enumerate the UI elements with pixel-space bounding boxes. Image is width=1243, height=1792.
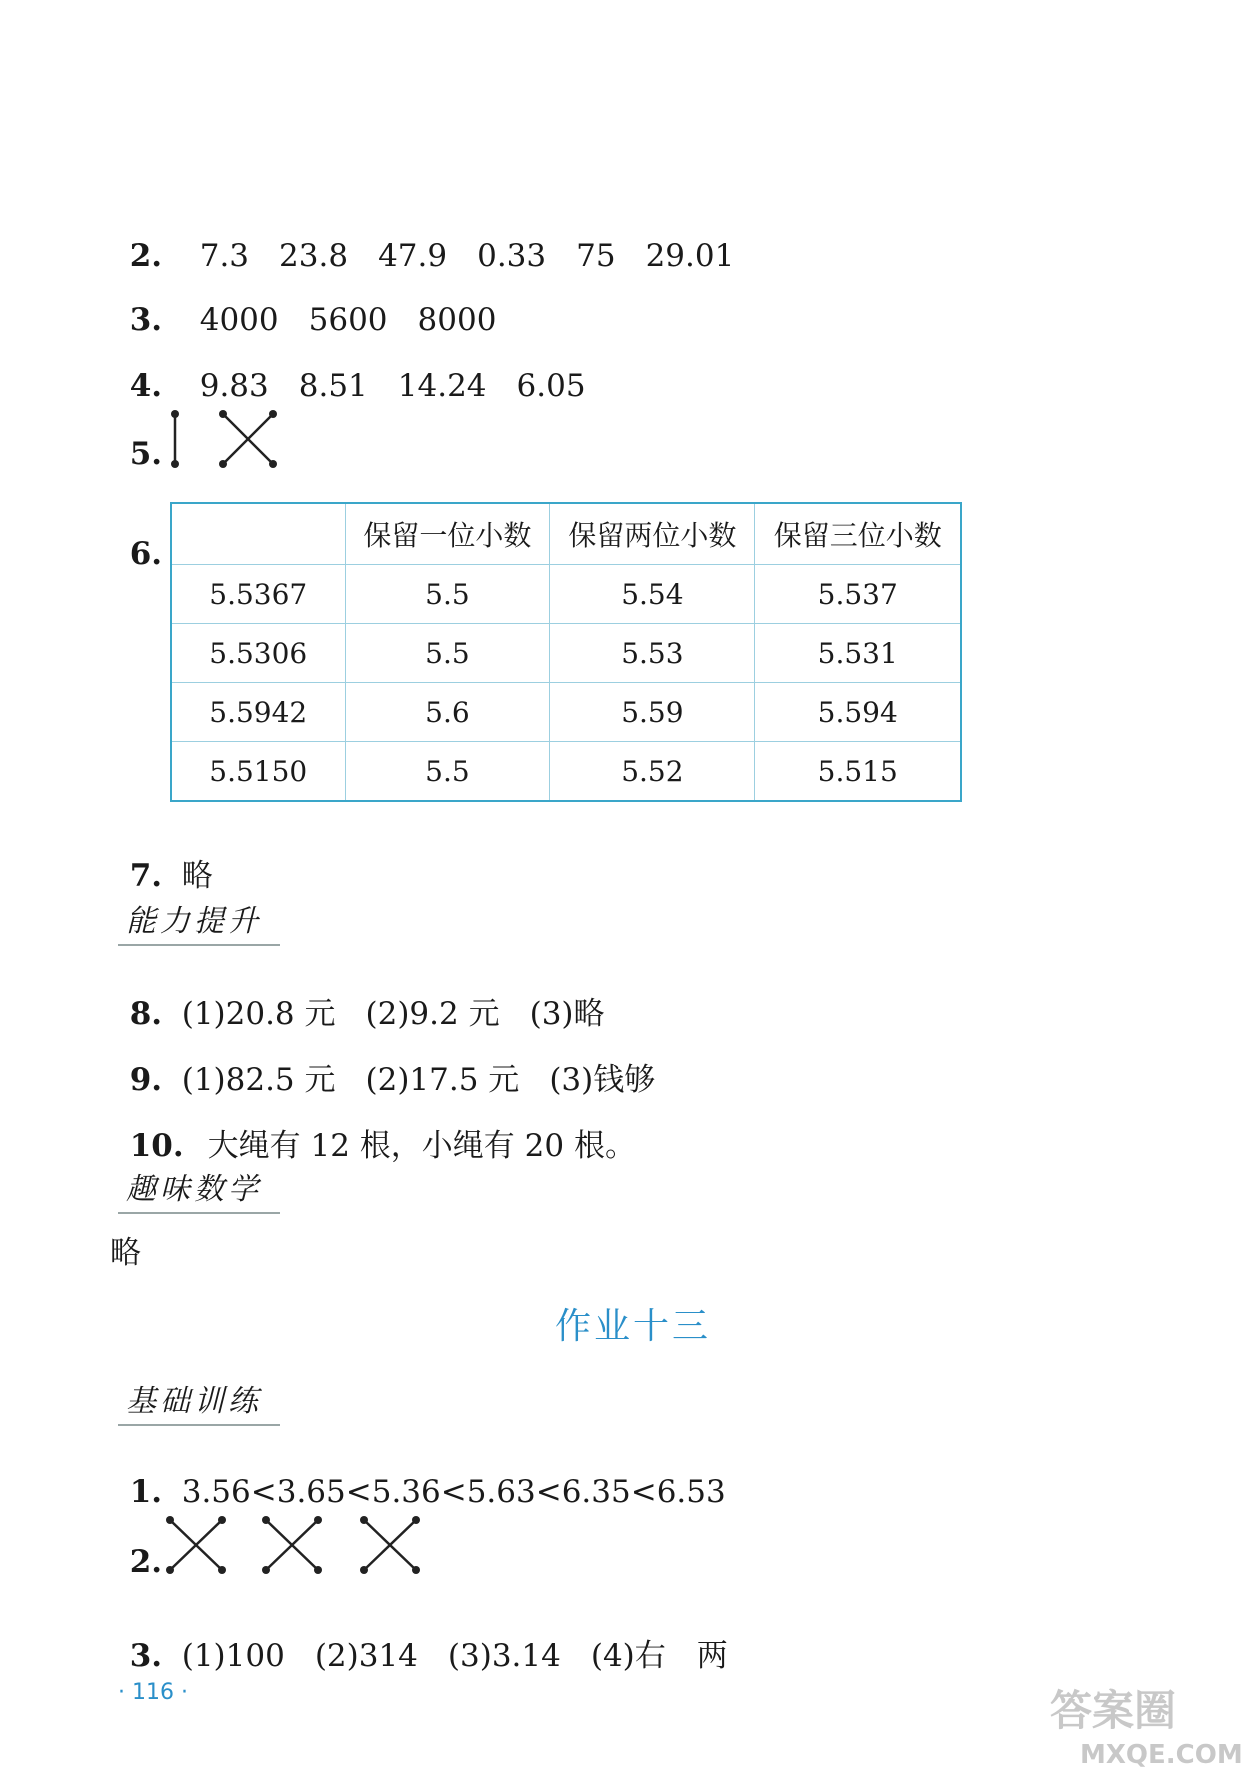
table-cell: 5.5 (345, 624, 550, 683)
answer-value: 23.8 (279, 238, 349, 274)
answer-part: (1)20.8 元 (181, 996, 336, 1032)
answer-part: (3)3.14 (447, 1638, 561, 1674)
answer-value: 47.9 (378, 238, 448, 274)
answer-value: 3.56<3.65<5.36<5.63<6.35<6.53 (181, 1474, 726, 1510)
answer-number: 8. (129, 996, 163, 1032)
table-cell: 5.54 (550, 565, 755, 624)
answer-part: (3)略 (529, 996, 605, 1032)
table-cell: 5.5367 (171, 565, 345, 624)
answer-3 (110, 274, 496, 336)
page-number: · 116 · (118, 1680, 188, 1705)
answer-number: 6. (129, 536, 163, 572)
answer-value: 0.33 (477, 238, 547, 274)
answer-value: 29.01 (645, 238, 735, 274)
watermark-logo: 答案圈 (1050, 1686, 1177, 1735)
table-cell: 5.5942 (171, 683, 345, 742)
table-cell: 5.59 (550, 683, 755, 742)
answer-10 (110, 1100, 636, 1162)
answer-value: 8.51 (298, 368, 368, 404)
table-cell: 5.6 (345, 683, 550, 742)
answer-value: 8000 (417, 302, 497, 338)
basic-answer-3 (110, 1610, 728, 1672)
answer-value: 5600 (308, 302, 388, 338)
answer-part: (4)右 两 (590, 1638, 728, 1674)
answer-value: 6.05 (516, 368, 586, 404)
section-heading-ability: 能力提升 (118, 896, 280, 946)
table-cell: 5.531 (755, 624, 961, 683)
answer-number: 10. (129, 1128, 184, 1164)
table-cell: 5.5 (345, 565, 550, 624)
answer-8 (110, 968, 605, 1030)
answer-part: (2)314 (314, 1638, 418, 1674)
answer-6 (110, 508, 170, 570)
answer-9 (110, 1034, 655, 1096)
answer-value: 4000 (199, 302, 279, 338)
table-row (171, 565, 961, 624)
answer-part: (1)82.5 元 (181, 1062, 336, 1098)
cross-pair (360, 1516, 420, 1574)
table-row (171, 742, 961, 802)
answer-value: 14.24 (397, 368, 487, 404)
answer-value: 75 (576, 238, 616, 274)
table-cell: 5.515 (755, 742, 961, 802)
answer-number: 4. (129, 368, 163, 404)
match-dot (219, 410, 227, 418)
section-heading-fun-math: 趣味数学 (118, 1164, 280, 1214)
answer-2 (110, 210, 734, 272)
table-row (171, 624, 961, 683)
watermark-site: MXQE.COM (1080, 1740, 1243, 1770)
table-header-cell: 保留三位小数 (755, 503, 961, 565)
cross-pair (166, 1516, 226, 1574)
match-dot (171, 460, 179, 468)
answer-number: 3. (129, 302, 163, 338)
match-dot (269, 410, 277, 418)
answer-part: (2)9.2 元 (365, 996, 500, 1032)
table-cell: 5.52 (550, 742, 755, 802)
answer-number: 2. (129, 238, 163, 274)
table-cell: 5.537 (755, 565, 961, 624)
fun-math-answer: 略 (110, 1235, 141, 1271)
answer-7 (110, 830, 213, 892)
answer-number: 5. (129, 436, 163, 472)
table-cell: 5.53 (550, 624, 755, 683)
answer-part: (1)100 (181, 1638, 285, 1674)
homework-title: 作业十三 (555, 1306, 712, 1347)
answer-value: 9.83 (199, 368, 269, 404)
table-row (171, 683, 961, 742)
section-heading-basic-training: 基础训练 (118, 1376, 280, 1426)
table-cell: 5.5150 (171, 742, 345, 802)
answer-number: 3. (129, 1638, 163, 1674)
answer-number: 9. (129, 1062, 163, 1098)
table-cell: 5.5306 (171, 624, 345, 683)
table-cell: 5.5 (345, 742, 550, 802)
answer-part: (2)17.5 元 (365, 1062, 520, 1098)
table-header-cell (171, 503, 345, 565)
answer-number: 7. (129, 858, 163, 894)
table-header-row (171, 503, 961, 565)
table-header-cell: 保留一位小数 (345, 503, 550, 565)
match-dot (269, 460, 277, 468)
table-header-cell: 保留两位小数 (550, 503, 755, 565)
rounding-table (170, 502, 962, 802)
match-dot (219, 460, 227, 468)
answer-value: 大绳有 12 根，小绳有 20 根。 (207, 1128, 636, 1164)
answer-number: 2. (129, 1544, 163, 1580)
cross-pair (262, 1516, 322, 1574)
answer-4 (110, 340, 586, 402)
answer-value: 7.3 (199, 238, 250, 274)
answer-part: (3)钱够 (549, 1062, 656, 1098)
answer-number: 1. (129, 1474, 163, 1510)
basic-answer-1 (110, 1446, 726, 1508)
matching-lines-diagram (160, 408, 290, 474)
match-dot (171, 410, 179, 418)
answer-value: 略 (181, 858, 213, 894)
cross-lines-diagram (160, 1512, 440, 1578)
table-cell: 5.594 (755, 683, 961, 742)
